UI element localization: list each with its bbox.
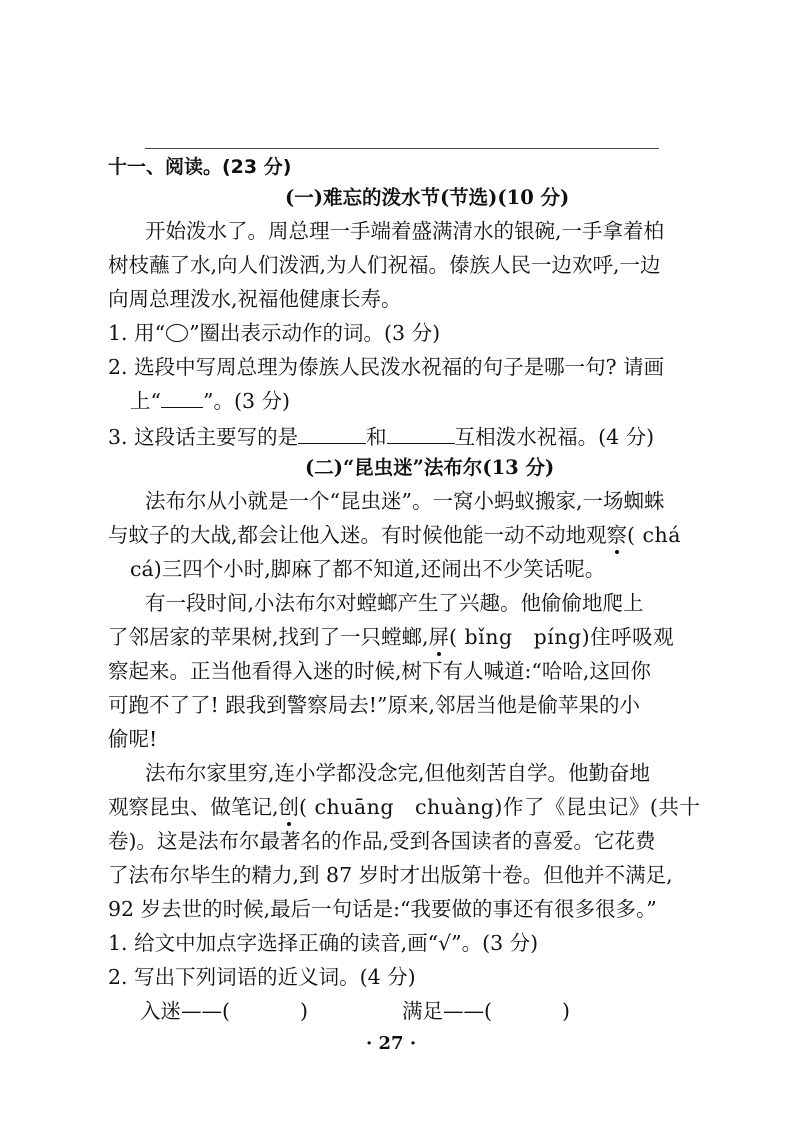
text-segment: 了邻居家的苹果树,找到了一只螳螂, bbox=[108, 625, 429, 649]
pinyin-option: ( chuāng chuàng)作了《昆虫记》(共十 bbox=[299, 795, 701, 819]
question-3-text-middle: 和 bbox=[366, 425, 387, 449]
question-1-text-end: ”圈出表示动作的词。(3 分) bbox=[189, 321, 441, 345]
passage1-line: 树枝蘸了水,向人们泼洒,为人们祝福。傣族人民一边欢呼,一边 bbox=[108, 253, 661, 277]
underline-sample bbox=[161, 393, 203, 408]
synonym-item bbox=[402, 1001, 570, 1022]
dotted-character: 创 bbox=[278, 795, 300, 819]
question-2-text-start: 上“ bbox=[130, 389, 161, 413]
closing-paren: ) bbox=[300, 999, 308, 1023]
question-1 bbox=[108, 323, 440, 344]
question-2-line1: 2. 选段中写周总理为傣族人民泼水祝福的句子是哪一句? 请画 bbox=[108, 355, 665, 379]
answer-blank[interactable] bbox=[298, 425, 366, 444]
synonym-word: 满足——( bbox=[402, 999, 492, 1023]
question-2-line2 bbox=[130, 391, 290, 412]
question-3-text-end: 互相泼水祝福。(4 分) bbox=[454, 425, 655, 449]
question-2-text-end: ”。(3 分) bbox=[202, 389, 291, 413]
passage2-line: 法布尔家里穷,连小学都没念完,但他刻苦自学。他勤奋地 bbox=[145, 761, 651, 785]
passage2-line: 法布尔从小就是一个“昆虫迷”。一窝小蚂蚁搬家,一场蜘蛛 bbox=[145, 489, 665, 513]
passage2-line: 卷)。这是法布尔最著名的作品,受到各国读者的喜爱。它花费 bbox=[108, 829, 656, 853]
passage2-line: 可跑不了了! 跟我到警察局去!”原来,邻居当他是偷苹果的小 bbox=[108, 693, 640, 717]
passage2-line: 察起来。正当他看得入迷的时候,树下有人喊道:“哈哈,这回你 bbox=[108, 659, 651, 683]
dotted-character: 屏 bbox=[428, 625, 450, 649]
passage2-line: 了法布尔毕生的精力,到 87 岁时才出版第十卷。但他并不满足, bbox=[108, 863, 673, 887]
pinyin-option: ( bǐng píng)住呼吸观 bbox=[449, 625, 675, 649]
passage1-title: (一)难忘的泼水节(节选)(10 分) bbox=[285, 186, 570, 209]
passage1-line: 开始泼水了。周总理一手端着盛满清水的银碗,一手拿着柏 bbox=[145, 219, 665, 243]
question-3 bbox=[108, 425, 654, 448]
passage2-line bbox=[108, 525, 681, 546]
page-number: · 27 · bbox=[366, 1033, 417, 1054]
section-heading: 十一、阅读。(23 分) bbox=[108, 156, 292, 178]
passage2-question-1: 1. 给文中加点字选择正确的读音,画“√”。(3 分) bbox=[108, 931, 539, 955]
closing-paren: ) bbox=[562, 999, 570, 1023]
text-segment: 观察昆虫、做笔记, bbox=[108, 795, 279, 819]
passage2-line: 偷呢! bbox=[108, 727, 158, 751]
dotted-character: 察 bbox=[606, 523, 628, 547]
passage2-question-2: 2. 写出下列词语的近义词。(4 分) bbox=[108, 965, 416, 989]
synonym-word: 入迷——( bbox=[140, 999, 230, 1023]
passage2-title: (二)“昆虫迷”法布尔(13 分) bbox=[305, 456, 555, 479]
question-3-text-start: 3. 这段话主要写的是 bbox=[108, 425, 299, 449]
synonym-item bbox=[140, 1001, 308, 1022]
answer-blank[interactable] bbox=[387, 425, 455, 444]
top-rule bbox=[145, 148, 659, 149]
passage2-line: 92 岁去世的时候,最后一句话是:“我要做的事还有很多很多。” bbox=[108, 897, 657, 921]
passage2-line: 有一段时间,小法布尔对螳螂产生了兴趣。他偷偷地爬上 bbox=[145, 591, 644, 615]
question-1-text-start: 1. 用“ bbox=[108, 321, 166, 345]
pinyin-option: ( chá bbox=[627, 523, 681, 547]
passage2-line bbox=[108, 627, 674, 648]
passage1-line: 向周总理泼水,祝福他健康长寿。 bbox=[108, 287, 402, 311]
circle-mark-icon bbox=[166, 324, 188, 342]
passage2-line: cá)三四个小时,脚麻了都不知道,还闹出不少笑话呢。 bbox=[130, 557, 606, 581]
passage2-line bbox=[108, 797, 700, 818]
text-segment: 与蚊子的大战,都会让他入迷。有时候他能一动不动地观 bbox=[108, 523, 607, 547]
